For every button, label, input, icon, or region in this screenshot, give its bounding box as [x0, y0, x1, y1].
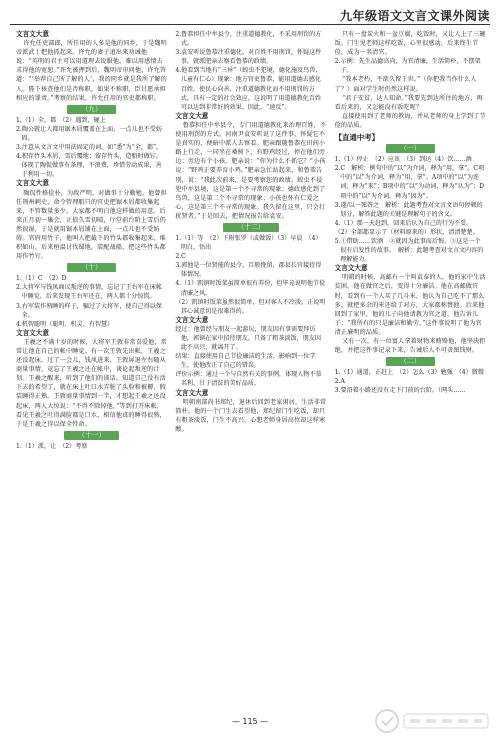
- answer-item: （2）凯镇时饭菜虽然很简单，但对客人不冷淡，正说明其心诚意切是很难得的。: [175, 298, 326, 315]
- answer-item: 3.右军装作熟睡的样子，骗过了大将军，使自己得以保全。: [16, 302, 162, 319]
- answer-item: （2）全部都显示了（材料原来的）形状，清清楚楚。: [334, 228, 479, 236]
- answer-item: 2.C: [175, 253, 186, 261]
- answer-item: 2.鲁恭担任中牟县令，注重道德教化，不采用刑罚的方式。: [175, 31, 322, 48]
- section-number-heading: [175, 223, 326, 232]
- section-number-heading: [335, 144, 486, 153]
- answer-item: 2.大将军与钱凤商议叛逆的事情，忘记了王右军在床帐中睡觉。后来发现王右军还在，两人都十分惊慌。: [16, 284, 162, 301]
- section-label: 文言文大意: [175, 388, 209, 397]
- section-label: 文言文大意: [16, 30, 49, 38]
- section-number-heading: [16, 431, 167, 440]
- answer-item: 2.C 解析：例句中的“以”为介词，释为“用，拿”。C项中的“以”为介词，释为“用，拿”。A项中的“以”为连词，释为“来”；B项中的“以”为动词，释为“认为”；D项中的“以”为介词，释为“因为”。: [334, 165, 485, 200]
- section-label: 文言文大意: [175, 315, 209, 324]
- answer-item: 4.他看到当地有“三异”（蝗虫不犯境，德化施及鸟兽、儿童有仁心）现象：地方官吏鲁恭，能用道德去感化百姓，使民心向善，注重道德教化而不用刑罚的方式，具有一定的社会效应，这说明了用道德教化百姓可以达到非常好的效果。因此，“速反”。: [175, 67, 322, 111]
- translation-paragraph: “君子安贫，达人知命。”我要先到达所住的地方，再看后来的，又怎能没有饭吃呢？: [334, 94, 483, 111]
- answer-item: 1.（1）通道，正赶上 （2）怎么（3）勉强 （4）微微: [334, 369, 484, 377]
- translation-paragraph: 许允任吏部郎，所任用的人多是他的同乡，于是魏明帝派武士把他抓起来。许允的妻子追出来劝诫他说：“英明的君主可以用道理去说服他，难以用感情去求得他的宽恕。”许允被押到后，魏明帝审问他，许允答道：“‘举荐自己所了解的人’，我的同乡就是我所了解的人。陛下核查他们是否称职，如果不称职，臣甘愿承担相应的罪责。”考察的结果，许允任用的官吏都称职。: [16, 40, 168, 102]
- answer-item: 3.袁安听说鲁恭注重德化，对百姓不用刑罚，怀疑这件事，就派肥亲去察看鲁恭的政绩。: [175, 49, 322, 66]
- watermark-logo: [374, 708, 494, 734]
- section-number-label: （十）: [67, 263, 115, 272]
- answer-item: 2.示例：先生品德高尚，为官清廉，生活简朴，不摆架子。: [334, 58, 481, 75]
- translation-paragraph: 鲁恭担任中牟县令，专门用道德教化来治理百姓，不使用刑罚的方式。河南尹袁安听说了这件事，怀疑它不是真实的，便暗中派人去察看。肥亲跟随鲁恭在田间小路上行走，一同坐在桑树下，有野鸡经过，停在他们旁边；旁边有个小孩。肥亲说：“你为什么不抓它？”小孩说：“野鸡正要养育小鸡。”肥亲急忙站起来，和鲁恭告别，说：“我此次前来，是要考察您的政绩。蝗虫不侵犯中牟县境，这是第一个不寻常的现象；德政感化到了鸟兽，这是第二个不寻常的现象；小孩也怀有仁爱之心，这是第三个不寻常的现象。我久留在这里，只会打扰贤者。”于是回去，把情况报告给袁安。: [175, 121, 327, 220]
- answer-item: 1.（1）全，都 （2）遇到，碰上: [16, 116, 106, 124]
- translation-paragraph: “我本老朽，不欲久留于世。”（你把我当作什么人了？）面对学生时仍然这样说。: [334, 76, 477, 93]
- answer-item: 3.注意从文言文中用法固定的词，如“悉”为“全，都”。: [16, 144, 163, 152]
- answer-item: 3.要沿着小路还没有走下门前的台阶。（网头……: [334, 387, 466, 395]
- answer-item: 2.A: [334, 378, 345, 386]
- page-number: — 115 —: [231, 717, 269, 726]
- page-header: [10, 6, 490, 25]
- section-label: 文言文大意: [175, 111, 209, 120]
- translation-paragraph: 明朝南部尚书郑纪，退休后回到老家闲居，生活非常简朴。他的一个门生去看望他，郑纪留门生吃饭，却只有粗茶淡饭，门生不高兴，心想老师身居高位却这样寒酸。: [175, 398, 327, 433]
- section-number-heading: [16, 105, 167, 114]
- answer-item: 2.陶公就让人都用锯木屑覆盖在上面，一点儿也不受妨碍。: [16, 125, 162, 142]
- translation-paragraph: 只有一盘炭火和一盆豆腐，吃饭时，又让人上了三碗饭。门生见老师这样吃饭，心里很感动，后来终生节俭，成为一名清官。: [334, 31, 486, 57]
- content-columns: [16, 30, 486, 704]
- section-label: 文言文大意: [16, 328, 49, 337]
- answer-item: 1.（1）停止 （2）应该 （3）到达（4）饮……酒: [334, 156, 472, 164]
- answer-item: 4.机智聪明（聪明、机灵、有智慧）: [16, 320, 114, 328]
- answer-item: 1.（1）派，让 （2）考察: [16, 442, 88, 450]
- section-label: 文言文大意: [16, 179, 49, 188]
- answer-item: 1.（1）C （2）D: [16, 275, 67, 283]
- answer-item: 3.郭他是一位贤能的县令，百般挽留，郡县长官接待得体情况。: [175, 262, 322, 279]
- translation-paragraph: 陶侃性格俭朴，为政严明，对做事十分勤勉。他曾担任荆州刺史，命令管理船只的官吏把锯木屑都收集起来，不管数量多少。大家都不明白他这样做的用意。后来正月初一集会，正值久雪初晴，厅堂前台阶上雪后仍然很湿，于是就用锯木屑铺在上面，一点儿也不受妨碍。官府用竹子，他叫人把截下的竹头都收集起来，堆积如山。后来桓温讨伐蜀地，装配战船，把这些竹头都用作竹钉。: [16, 189, 167, 261]
- translation-paragraph: 直接使用到了老师的教诲，并从老师的身上学到了节俭的品质。: [334, 112, 486, 129]
- answer-item: 4.（1）那一天赶到，回来后认为自己的行为不妥。: [334, 219, 473, 227]
- answer-item: 4.积存竹头木屑，雪后覆地；留存竹头，造船时做钉。体现了陶侃做事有条理，不浪费，珍惜劳动成果，善于利用一切。: [16, 153, 162, 179]
- section-number-heading: [16, 263, 167, 272]
- section-number-label: （二）: [386, 357, 434, 366]
- column-right: [335, 30, 486, 704]
- watermark-stamp-icon: [374, 708, 494, 734]
- column-left: [16, 30, 167, 704]
- translation-paragraph: 明朝的时候，高邮有一个叫袁泰的人，他的家中生活贫困，他在做官之后，变得十分廉洁。他在高邮做官时，看到有一个人买了几斗米，他认为自己吃不了那么多，就把多余的米还给了对方，大家都称赞他。后来他回到了家里，他的儿子向他请教为官之道，他告诉儿子：“我所有的只是廉洁和勤劳。”这件事说明了他为官清正廉明的品质。: [334, 274, 486, 336]
- answer-item: 5.①借助……饮酒 ②就因为此事而后悔。③这是一个很有启发性的故事。 解析：此题考查对文言文内容的理解能力。: [334, 237, 484, 264]
- answer-item: 评价示例：通过一个与自然有关的事例，体现人物不慕名利、甘于清贫的美好品质。: [175, 371, 322, 388]
- section-number-heading: [335, 357, 486, 366]
- answer-item: 3.遂/以一死答之 解析：此题考查对文言文语句停顿的划分，解答此题的关键是理解句子的含义。: [334, 201, 483, 218]
- answer-item: 结果：直接使用自己节俭廉洁的生活，影响到一位学生，使他改正了自己的错误。: [175, 353, 316, 370]
- section-label: 文言文大意: [334, 264, 368, 273]
- header-title: 九年级语文文言文课外阅读: [339, 9, 490, 23]
- translation-paragraph: 王羲之不满十岁的时候，大将军王敦非常喜爱他，常常让他在自己的帐中睡觉。有一次王敦先出帐，王羲之还没起床。过了一会儿，钱凤进来，王敦屏退左右随从商量事情，竟忘了王羲之还在帐中，谈论起叛逆的计划。王羲之醒来，听到了他们的谈话，知道自己没有活下去的希望了，就在床上吐口水弄脏了头脸和被褥，假装睡得正熟。王敦商量事情到一半，才想起王羲之还没起床，两人大惊说：“不得不除掉他。”等到打开床帐，看见王羲之吐得满脸都是口水，相信他真的睡得很熟，于是王羲之得以保全性命。: [16, 338, 167, 428]
- answer-item: 经过：他曾经与朋友一起游玩，朋友因有事需要拜访他，郭镇在家中招待朋友，只备了粗茶淡饭，朋友因此不高兴，就离开了。: [175, 325, 321, 352]
- section-label: 【直通中考】: [334, 133, 380, 143]
- answer-item: 4.（1）凯镇时饭菜虽简单很有养份，但毕竟说明他节俭清廉之风。: [175, 280, 326, 297]
- answer-item: 1.（1）等 （2）下附张罗（或做饭）（3）早晨 （4）明白，悟出: [175, 234, 322, 252]
- column-middle: [175, 30, 326, 704]
- section-number-label: （九）: [67, 105, 115, 114]
- section-number-label: （十一）: [64, 431, 119, 440]
- translation-paragraph: 又有一次，有一位富人拿着财物来贿赂他，他坚决拒绝，并把这件事记录下来，告诫后人不可贪图钱财。: [334, 338, 486, 355]
- section-number-label: （十二）: [223, 223, 278, 232]
- section-number-label: （一）: [386, 144, 434, 153]
